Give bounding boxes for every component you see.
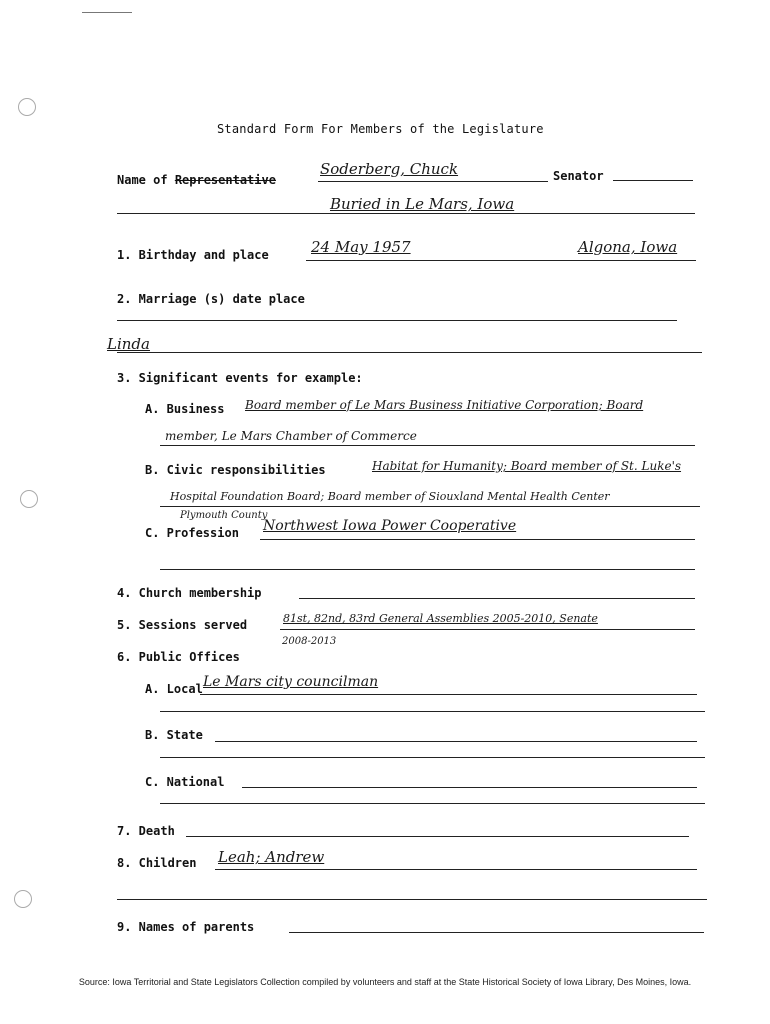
local-line-2: [160, 711, 705, 712]
profession-value: Northwest Iowa Power Cooperative: [263, 518, 517, 534]
senator-label: Senator: [553, 169, 604, 183]
name-second-line: [117, 213, 695, 214]
civic-label: B. Civic responsibilities: [145, 463, 326, 477]
children-line-2: [117, 899, 707, 900]
state-line: [215, 741, 697, 742]
marriage-line: [117, 320, 677, 321]
punch-hole-mark: [20, 490, 38, 508]
punch-hole-mark: [18, 98, 36, 116]
profession-line-2: [160, 569, 695, 570]
state-line-2: [160, 757, 705, 758]
spouse-line: [117, 352, 702, 353]
sessions-label: 5. Sessions served: [117, 618, 248, 632]
church-label: 4. Church membership: [117, 586, 262, 600]
sessions-value-2: 2008-2013: [282, 636, 337, 647]
national-line: [242, 787, 697, 788]
business-value-2: member, Le Mars Chamber of Commerce: [165, 429, 417, 443]
name-label-prefix: Name of: [117, 173, 168, 187]
form-title: Standard Form For Members of the Legislature: [217, 122, 544, 136]
children-value: Leah; Andrew: [218, 848, 325, 866]
name-value: Soderberg, Chuck: [320, 160, 459, 178]
birthday-line: [306, 260, 696, 261]
punch-hole-mark: [14, 890, 32, 908]
representative-label: Representative: [174, 173, 276, 187]
source-footer: Source: Iowa Territorial and State Legislators Collection compiled by volunteers and staff at the State Historical Society of Iowa Library, Des Moines, Iowa.: [78, 977, 692, 987]
national-line-2: [160, 803, 705, 804]
civic-value: Habitat for Humanity; Board member of St. Luke's: [372, 459, 682, 473]
public-offices-label: 6. Public Offices: [117, 650, 240, 664]
birthday-label: 1. Birthday and place: [117, 248, 269, 262]
scan-smudge: [82, 12, 132, 13]
state-label: B. State: [145, 728, 203, 742]
civic-value-3: Plymouth County: [180, 510, 268, 521]
sessions-line: [280, 629, 695, 630]
birthday-value: 24 May 1957: [311, 238, 411, 256]
local-label: A. Local: [145, 682, 203, 696]
civic-line-2: [160, 506, 700, 507]
sessions-value: 81st, 82nd, 83rd General Assemblies 2005-2010, Senate: [283, 612, 598, 625]
national-label: C. National: [145, 775, 225, 789]
events-label: 3. Significant events for example:: [117, 371, 363, 385]
business-value: Board member of Le Mars Business Initiative Corporation; Board: [245, 398, 644, 412]
name-label: [117, 173, 276, 187]
name-line: [318, 181, 548, 182]
profession-line: [260, 539, 695, 540]
profession-label: C. Profession: [145, 526, 239, 540]
spouse-value: Linda: [107, 335, 150, 353]
marriage-label: 2. Marriage (s) date place: [117, 292, 305, 306]
civic-value-2: Hospital Foundation Board; Board member of Siouxland Mental Health Center: [170, 490, 610, 503]
business-line-2: [160, 445, 695, 446]
senator-line: [613, 180, 693, 181]
children-line: [215, 869, 697, 870]
birthplace-value: Algona, Iowa: [578, 238, 678, 256]
death-line: [186, 836, 689, 837]
children-label: 8. Children: [117, 856, 197, 870]
local-value: Le Mars city councilman: [203, 674, 379, 690]
parents-line: [289, 932, 704, 933]
church-line: [299, 598, 695, 599]
business-label: A. Business: [145, 402, 225, 416]
death-label: 7. Death: [117, 824, 175, 838]
local-line: [200, 694, 697, 695]
burial-value: Buried in Le Mars, Iowa: [330, 195, 515, 213]
parents-label: 9. Names of parents: [117, 920, 255, 934]
